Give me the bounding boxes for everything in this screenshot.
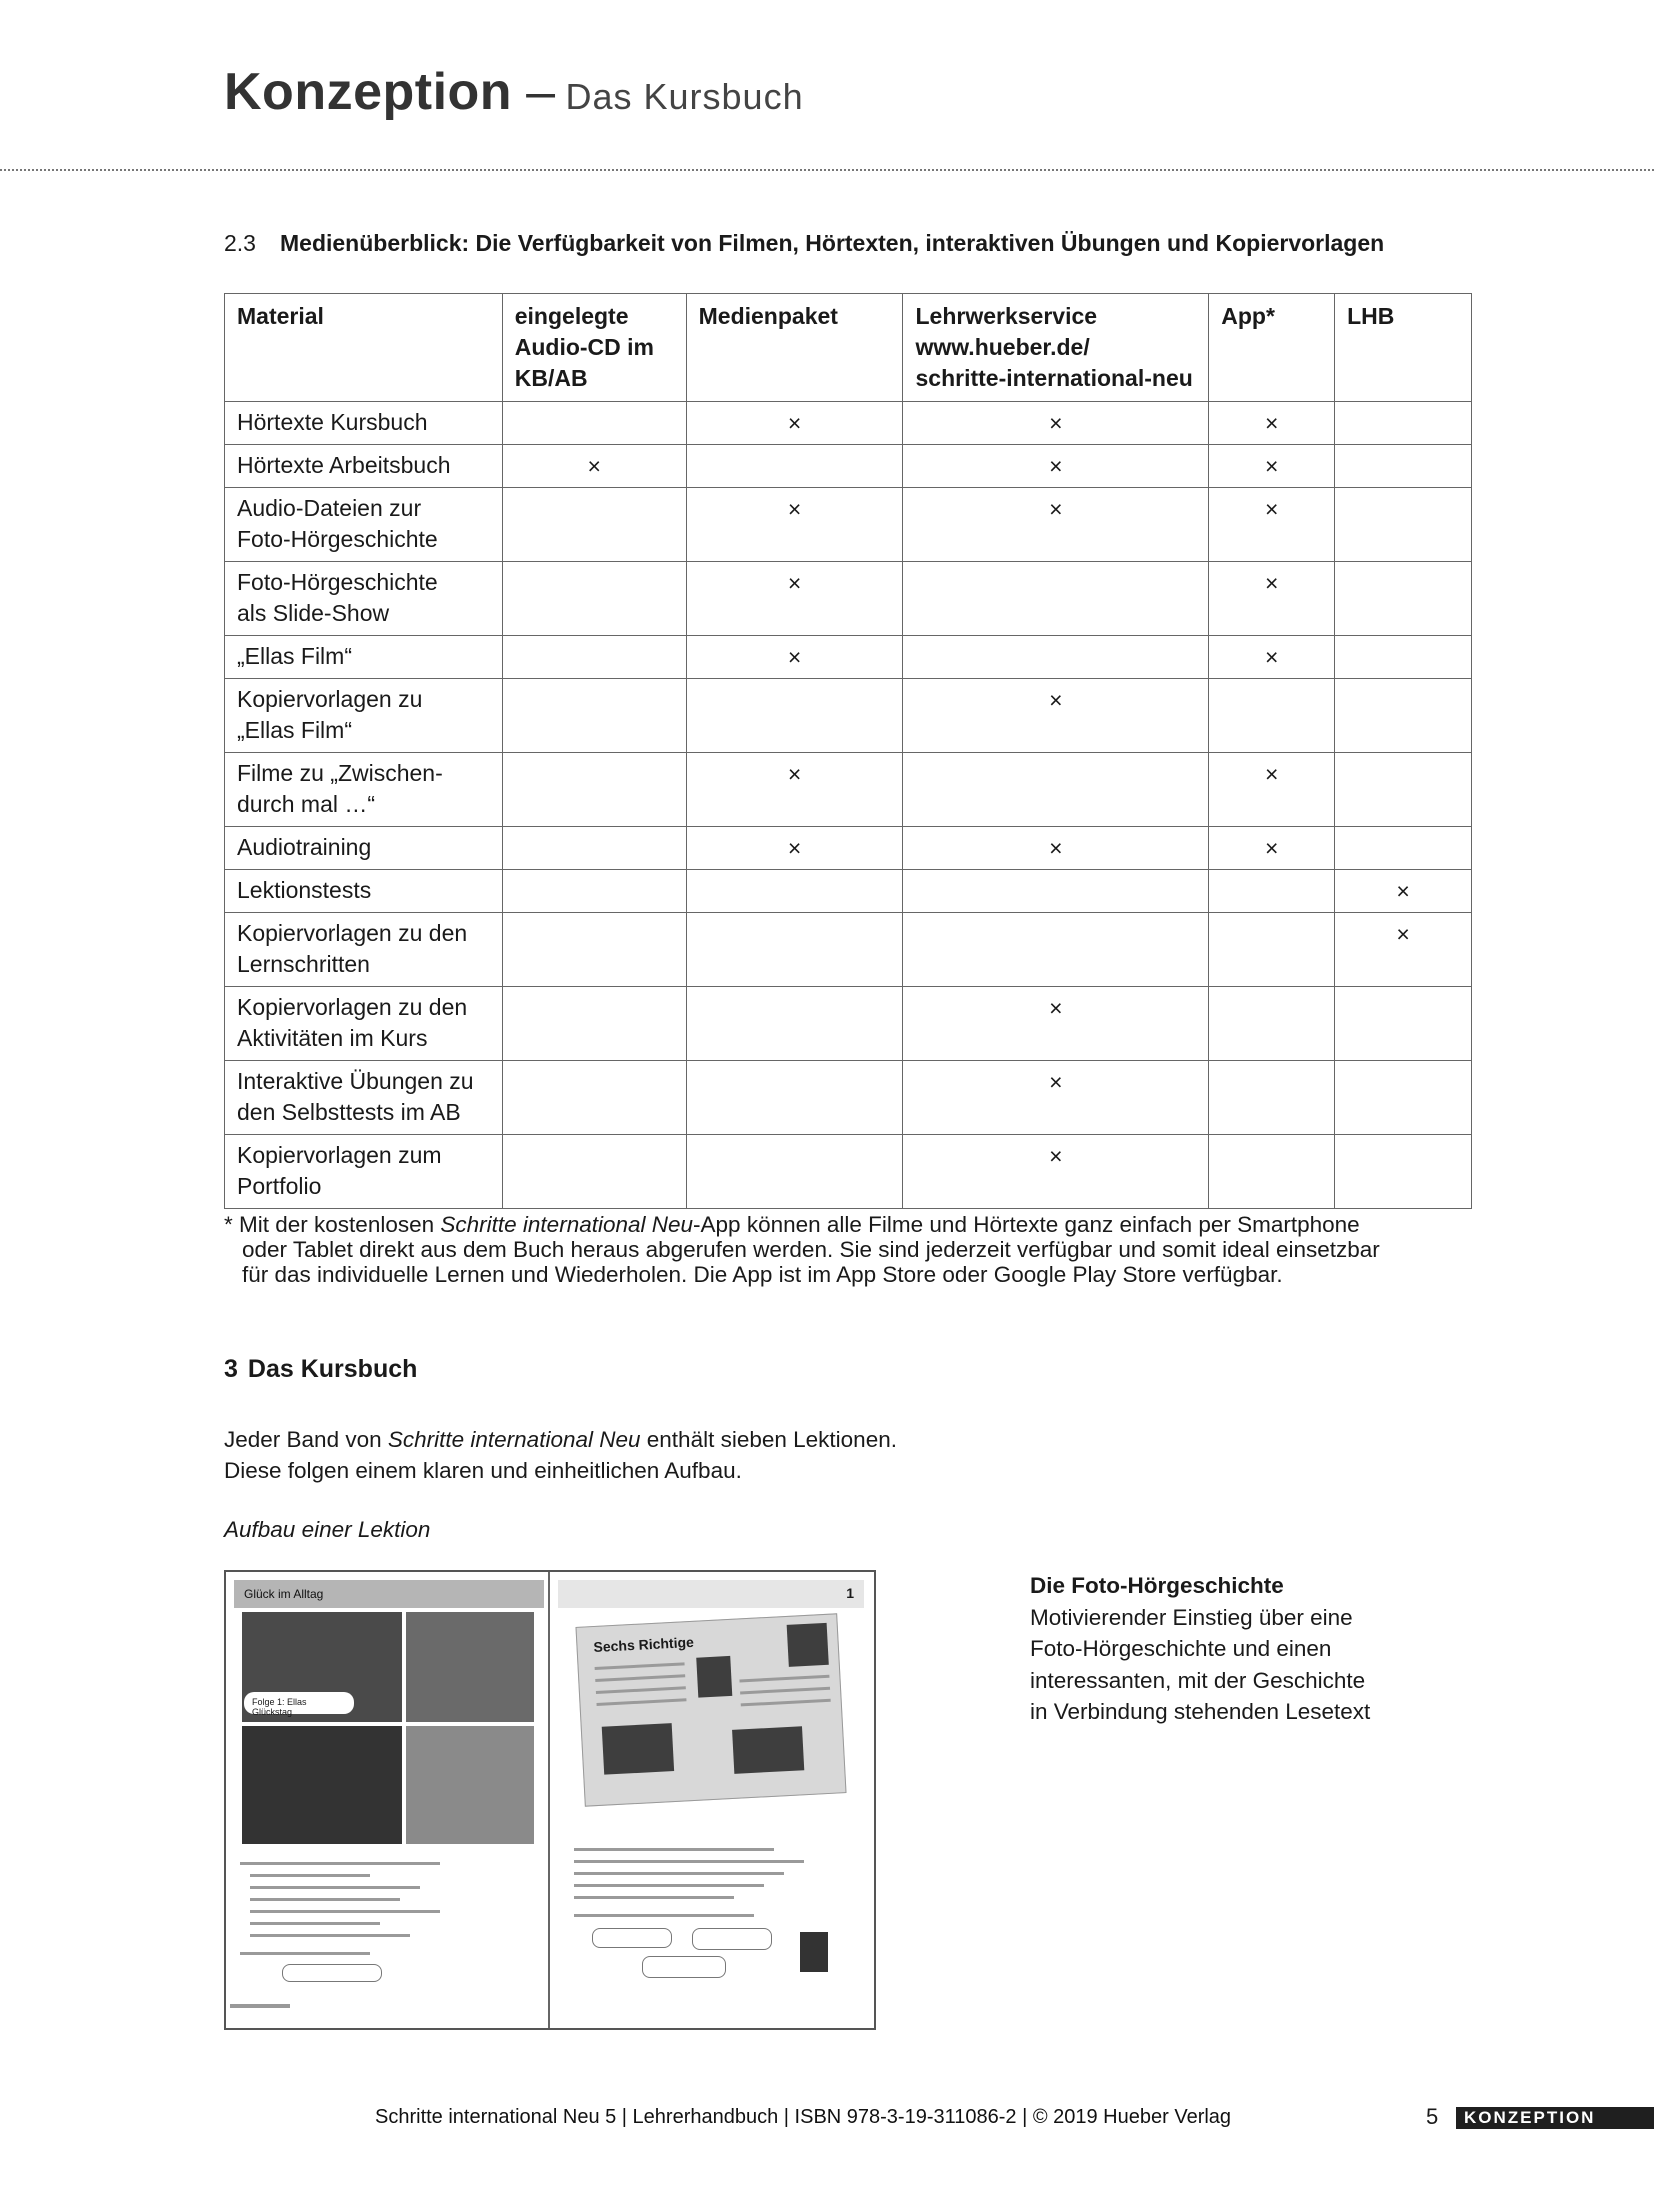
footnote-line — [224, 1212, 1474, 1237]
clipping-photo — [602, 1723, 674, 1775]
text-line — [596, 1686, 686, 1694]
header-cd — [502, 294, 686, 402]
cell-lehrwerkservice: × — [903, 1135, 1209, 1209]
cell-cd — [502, 870, 686, 913]
footnote-italic: Schritte international Neu — [440, 1212, 694, 1237]
cell-cd — [502, 1061, 686, 1135]
cell-cd — [502, 753, 686, 827]
page-number: 5 — [1426, 2104, 1439, 2129]
speech-bubble — [282, 1964, 382, 1982]
section-2-3-heading — [224, 230, 1384, 257]
cell-lehrwerkservice: × — [903, 402, 1209, 445]
speech-bubble — [642, 1956, 726, 1978]
header-lehrwerkservice — [903, 294, 1209, 402]
textbook-spread-image — [224, 1570, 876, 2030]
row-label — [225, 1061, 503, 1135]
table-row — [225, 445, 1472, 488]
text-line — [250, 1886, 420, 1889]
cell-medienpaket: × — [686, 562, 903, 636]
intro-text: Jeder Band von — [224, 1427, 388, 1452]
phone-photo — [800, 1932, 828, 1972]
header-app: App* — [1209, 294, 1335, 402]
cell-app: × — [1209, 753, 1335, 827]
page-footer-text: Schritte international Neu 5 | Lehrerhandbuch | ISBN 978-3-19-311086-2 | © 2019 Hueber Verlag — [375, 2106, 1232, 2128]
table-row — [225, 827, 1472, 870]
row-label-line: Kopiervorlagen zu den — [237, 920, 468, 946]
cell-app: × — [1209, 636, 1335, 679]
row-label-line: Kopiervorlagen zum — [237, 1142, 442, 1168]
chapter-tag: KONZEPTION — [1456, 2107, 1654, 2129]
footnote-text: Mit der kostenlosen — [239, 1212, 441, 1237]
lesson-header-bar: Glück im Alltag — [234, 1580, 544, 1608]
header-divider — [0, 169, 1654, 171]
table-footnote — [224, 1212, 1474, 1287]
table-row — [225, 679, 1472, 753]
cell-lehrwerkservice: × — [903, 445, 1209, 488]
cell-cd — [502, 402, 686, 445]
cell-medienpaket: × — [686, 488, 903, 562]
row-label — [225, 402, 503, 445]
row-label-line: durch mal …“ — [237, 791, 376, 817]
cell-lhb: × — [1335, 870, 1472, 913]
table-header-row — [225, 294, 1472, 402]
cell-medienpaket — [686, 1135, 903, 1209]
clipping-photo — [732, 1726, 804, 1774]
row-label-line: Foto-Hörgeschichte — [237, 569, 438, 595]
header-cd-line: eingelegte — [514, 303, 629, 329]
text-line — [250, 1910, 440, 1913]
header-lws-line: www.hueber.de/ — [915, 334, 1090, 360]
table-row — [225, 562, 1472, 636]
cell-lehrwerkservice — [903, 636, 1209, 679]
footnote-line: oder Tablet direkt aus dem Buch heraus abgerufen werden. Sie sind jederzeit verfügbar und somit ideal einsetzbar — [242, 1237, 1380, 1262]
cell-cd — [502, 636, 686, 679]
caption-title: Die Foto-Hörgeschichte — [1030, 1573, 1284, 1598]
row-label-line: Lernschritten — [237, 951, 370, 977]
newspaper-clipping — [575, 1613, 846, 1806]
page-footer-mark — [230, 2004, 290, 2008]
clipping-title: Sechs Richtige — [593, 1633, 695, 1656]
text-line — [596, 1698, 686, 1706]
caption-line: Motivierender Einstieg über eine — [1030, 1604, 1353, 1630]
cell-lhb — [1335, 636, 1472, 679]
text-line — [740, 1687, 830, 1695]
text-line — [250, 1874, 370, 1877]
row-label — [225, 679, 503, 753]
text-line — [250, 1934, 410, 1937]
intro-text: enthält sieben Lektionen. — [640, 1427, 897, 1452]
header-lws-line: Lehrwerkservice — [915, 303, 1098, 329]
cell-medienpaket: × — [686, 636, 903, 679]
table-row — [225, 1135, 1472, 1209]
text-line — [574, 1914, 754, 1917]
section-3-intro — [224, 1424, 897, 1486]
table-row — [225, 1061, 1472, 1135]
cell-cd — [502, 562, 686, 636]
section-number: 2.3 — [224, 230, 256, 256]
text-line — [240, 1952, 370, 1955]
clipping-photo — [696, 1656, 732, 1698]
speech-bubble — [592, 1928, 672, 1948]
row-label-line: Portfolio — [237, 1173, 322, 1199]
cell-lhb — [1335, 827, 1472, 870]
text-line — [739, 1675, 829, 1683]
cell-medienpaket — [686, 870, 903, 913]
row-label — [225, 488, 503, 562]
row-label-line: „Ellas Film“ — [237, 643, 352, 669]
text-line — [574, 1884, 764, 1887]
header-cd-line: Audio-CD im — [514, 334, 655, 360]
cell-cd — [502, 987, 686, 1061]
cell-app: × — [1209, 827, 1335, 870]
lesson-number-bar: 1 — [558, 1580, 864, 1608]
cell-lhb — [1335, 445, 1472, 488]
cell-lehrwerkservice — [903, 562, 1209, 636]
table-row — [225, 987, 1472, 1061]
cell-lhb — [1335, 1061, 1472, 1135]
text-line — [574, 1896, 734, 1899]
cell-cd: × — [502, 445, 686, 488]
cell-lhb — [1335, 1135, 1472, 1209]
text-line — [595, 1662, 685, 1670]
cell-cd — [502, 827, 686, 870]
cell-medienpaket: × — [686, 402, 903, 445]
row-label-line: Audio-Dateien zur — [237, 495, 422, 521]
cell-medienpaket — [686, 1061, 903, 1135]
cell-medienpaket: × — [686, 753, 903, 827]
table-row — [225, 913, 1472, 987]
cell-app: × — [1209, 402, 1335, 445]
speech-bubble — [692, 1928, 772, 1950]
row-label-line: „Ellas Film“ — [237, 717, 352, 743]
row-label — [225, 445, 503, 488]
row-label — [225, 753, 503, 827]
story-photo — [406, 1726, 534, 1844]
row-label-line: Foto-Hörgeschichte — [237, 526, 438, 552]
section-3-heading — [224, 1355, 417, 1384]
text-line — [574, 1860, 804, 1863]
cell-lhb — [1335, 753, 1472, 827]
header-cd-line: KB/AB — [514, 365, 588, 391]
cell-lhb: × — [1335, 913, 1472, 987]
footnote-text: -App können alle Filme und Hörtexte ganz einfach per Smartphone — [693, 1212, 1360, 1237]
footnote-line: für das individuelle Lernen und Wiederholen. Die App ist im App Store oder Google Play Store verfügbar. — [242, 1262, 1283, 1287]
spread-left-page — [226, 1572, 550, 2028]
cell-lhb — [1335, 987, 1472, 1061]
cell-medienpaket — [686, 913, 903, 987]
row-label-line: Hörtexte Arbeitsbuch — [237, 452, 451, 478]
lesson-structure-subheading: Aufbau einer Lektion — [224, 1517, 431, 1542]
caption-line: in Verbindung stehenden Lesetext — [1030, 1699, 1371, 1724]
cell-lhb — [1335, 562, 1472, 636]
header-material: Material — [225, 294, 503, 402]
row-label-line: Aktivitäten im Kurs — [237, 1025, 428, 1051]
cell-app: × — [1209, 562, 1335, 636]
intro-line — [224, 1424, 897, 1455]
text-line — [741, 1699, 831, 1707]
cell-medienpaket — [686, 679, 903, 753]
text-line — [574, 1872, 784, 1875]
cell-cd — [502, 913, 686, 987]
table-row — [225, 753, 1472, 827]
story-photo — [242, 1726, 402, 1844]
row-label — [225, 827, 503, 870]
text-line — [240, 1862, 440, 1865]
text-line — [595, 1674, 685, 1682]
cell-app — [1209, 1135, 1335, 1209]
cell-lehrwerkservice: × — [903, 827, 1209, 870]
row-label — [225, 987, 503, 1061]
table-row — [225, 636, 1472, 679]
intro-line: Diese folgen einem klaren und einheitlichen Aufbau. — [224, 1458, 742, 1483]
cell-medienpaket — [686, 987, 903, 1061]
media-overview-table — [224, 293, 1472, 1209]
row-label-line: Filme zu „Zwischen- — [237, 760, 443, 786]
row-label-line: als Slide-Show — [237, 600, 390, 626]
episode-label: Folge 1: Ellas Glückstag — [244, 1692, 354, 1714]
cell-lhb — [1335, 679, 1472, 753]
cell-app: × — [1209, 488, 1335, 562]
cell-app — [1209, 1061, 1335, 1135]
cell-cd — [502, 1135, 686, 1209]
caption-line: Foto-Hörgeschichte und einen — [1030, 1636, 1332, 1661]
header-lws-line: schritte-international-neu — [915, 365, 1193, 391]
cell-medienpaket — [686, 445, 903, 488]
cell-app — [1209, 679, 1335, 753]
title-dash: – — [526, 63, 556, 121]
cell-cd — [502, 679, 686, 753]
text-line — [250, 1922, 380, 1925]
cell-lehrwerkservice: × — [903, 987, 1209, 1061]
cell-cd — [502, 488, 686, 562]
row-label-line: Kopiervorlagen zu — [237, 686, 423, 712]
cell-lehrwerkservice — [903, 870, 1209, 913]
row-label-line: Lektionstests — [237, 877, 372, 903]
row-label — [225, 1135, 503, 1209]
cell-lehrwerkservice — [903, 913, 1209, 987]
cell-app: × — [1209, 445, 1335, 488]
cell-lehrwerkservice: × — [903, 488, 1209, 562]
cell-lehrwerkservice: × — [903, 679, 1209, 753]
page-header — [0, 0, 1654, 172]
table-row — [225, 488, 1472, 562]
footnote-star: * — [224, 1212, 233, 1237]
row-label-line: Audiotraining — [237, 834, 372, 860]
header-lhb: LHB — [1335, 294, 1472, 402]
caption-line: interessanten, mit der Geschichte — [1030, 1667, 1366, 1693]
cell-app — [1209, 913, 1335, 987]
page-title — [224, 62, 804, 122]
row-label — [225, 636, 503, 679]
section-title: Medienüberblick: Die Verfügbarkeit von Filmen, Hörtexten, interaktiven Übungen und Kopiervorlagen — [280, 230, 1385, 256]
cell-app — [1209, 987, 1335, 1061]
row-label — [225, 913, 503, 987]
title-main: Konzeption — [224, 63, 513, 121]
table-row — [225, 402, 1472, 445]
cell-lhb — [1335, 488, 1472, 562]
row-label — [225, 562, 503, 636]
header-medienpaket: Medienpaket — [686, 294, 903, 402]
table-row — [225, 870, 1472, 913]
cell-lehrwerkservice: × — [903, 1061, 1209, 1135]
story-photo — [406, 1612, 534, 1722]
title-subtitle: Das Kursbuch — [565, 76, 804, 117]
spread-caption — [1030, 1570, 1430, 1728]
spread-right-page — [552, 1572, 874, 2028]
row-label-line: Kopiervorlagen zu den — [237, 994, 468, 1020]
row-label-line: den Selbsttests im AB — [237, 1099, 461, 1125]
row-label-line: Interaktive Übungen zu — [237, 1068, 474, 1094]
intro-italic: Schritte international Neu — [387, 1427, 641, 1452]
text-line — [250, 1898, 400, 1901]
text-line — [574, 1848, 774, 1851]
cell-medienpaket: × — [686, 827, 903, 870]
cell-app — [1209, 870, 1335, 913]
row-label — [225, 870, 503, 913]
row-label-line: Hörtexte Kursbuch — [237, 409, 428, 435]
section-title: Das Kursbuch — [247, 1355, 418, 1383]
clipping-photo — [787, 1623, 829, 1667]
cell-lhb — [1335, 402, 1472, 445]
section-number: 3 — [224, 1355, 238, 1383]
cell-lehrwerkservice — [903, 753, 1209, 827]
